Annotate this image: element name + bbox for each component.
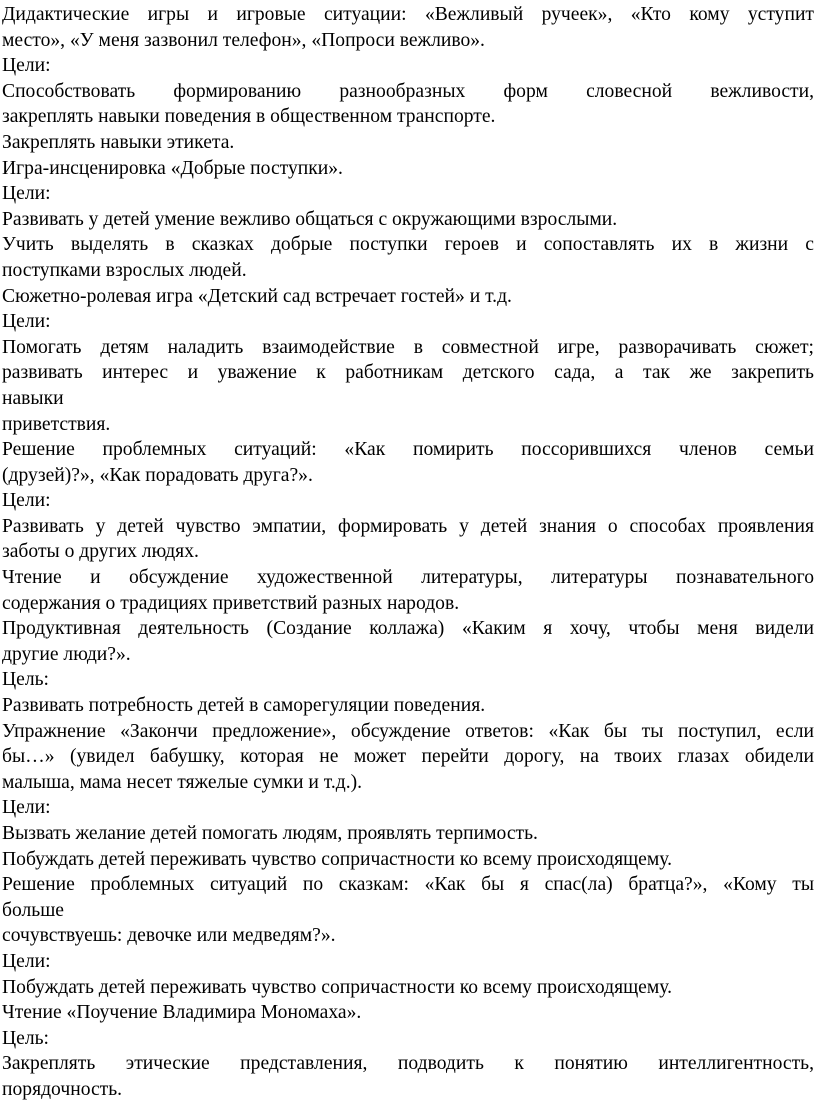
text-line: Сюжетно-ролевая игра «Детский сад встречает гостей» и т.д.	[2, 285, 512, 307]
text-line: Решение проблемных ситуаций по сказкам: «Как бы я спас(ла) братца?», «Кому ты	[2, 874, 814, 896]
text-line: Побуждать детей переживать чувство сопричастности ко всему происходящему.	[2, 848, 673, 870]
text-line: порядочность.	[2, 1078, 123, 1100]
text-line: Упражнение «Закончи предложение», обсуждение ответов: «Как бы ты поступил, если	[2, 720, 814, 742]
text-line: другие люди?».	[2, 643, 131, 665]
text-line: навыки	[2, 387, 64, 409]
text-line: Развивать потребность детей в саморегуляции поведения.	[2, 695, 486, 717]
text-line: Закреплять этические представления, подводить к понятию интеллигентность,	[2, 1053, 814, 1075]
text-line: заботы о других людях.	[2, 541, 199, 563]
text-line: бы…» (увидел бабушку, которая не может перейти дорогу, на твоих глазах обидели	[2, 746, 814, 768]
text-line: сочувствуешь: девочке или медведям?».	[2, 925, 336, 947]
text-line: Способствовать формированию разнообразных форм словесной вежливости,	[2, 80, 814, 102]
text-line: больше	[2, 899, 65, 921]
text-line: Чтение «Поучение Владимира Мономаха».	[2, 1002, 362, 1024]
text-line: Развивать у детей чувство эмпатии, формировать у детей знания о способах проявления	[2, 515, 814, 537]
text-line: Цель:	[2, 1027, 50, 1049]
text-line: Закреплять навыки этикета.	[2, 131, 235, 153]
text-line: Цели:	[2, 311, 51, 333]
text-line: Цель:	[2, 669, 50, 691]
text-line: Учить выделять в сказках добрые поступки героев и сопоставлять их в жизни с	[2, 234, 814, 256]
text-line: приветствия.	[2, 413, 111, 435]
text-line: поступками взрослых людей.	[2, 259, 247, 281]
text-line: закреплять навыки поведения в общественном транспорте.	[2, 106, 496, 128]
text-line: Побуждать детей переживать чувство сопричастности ко всему происходящему.	[2, 976, 673, 998]
text-line: Цели:	[2, 183, 51, 205]
text-line: Вызвать желание детей помогать людям, проявлять терпимость.	[2, 823, 538, 844]
text-line: Цели:	[2, 950, 51, 972]
text-line: Чтение и обсуждение художественной литературы, литературы познавательного	[2, 567, 814, 589]
text-line: Дидактические игры и игровые ситуации: «Вежливый ручеек», «Кто кому уступит	[2, 4, 814, 25]
text-line: Помогать детям наладить взаимодействие в совместной игре, разворачивать сюжет;	[2, 336, 814, 358]
text-line: Цели:	[2, 797, 51, 819]
text-line: Игра-инсценировка «Добрые поступки».	[2, 157, 343, 179]
text-line: Цели:	[2, 55, 51, 77]
text-line: содержания о традициях приветствий разных народов.	[2, 592, 460, 614]
text-line: малыша, мама несет тяжелые сумки и т.д.).	[2, 771, 363, 793]
text-line: Развивать у детей умение вежливо общаться с окружающими взрослыми.	[2, 208, 618, 230]
text-line: (друзей)?», «Как порадовать друга?».	[2, 464, 313, 486]
text-line: Продуктивная деятельность (Создание коллажа) «Каким я хочу, чтобы меня видели	[2, 618, 814, 640]
text-line: Решение проблемных ситуаций: «Как помирить поссорившихся членов семьи	[2, 439, 814, 461]
text-line: место», «У меня зазвонил телефон», «Попроси вежливо».	[2, 29, 485, 51]
text-line: Цели:	[2, 490, 51, 512]
text-line: развивать интерес и уважение к работникам детского сада, а так же закрепить	[2, 362, 814, 384]
